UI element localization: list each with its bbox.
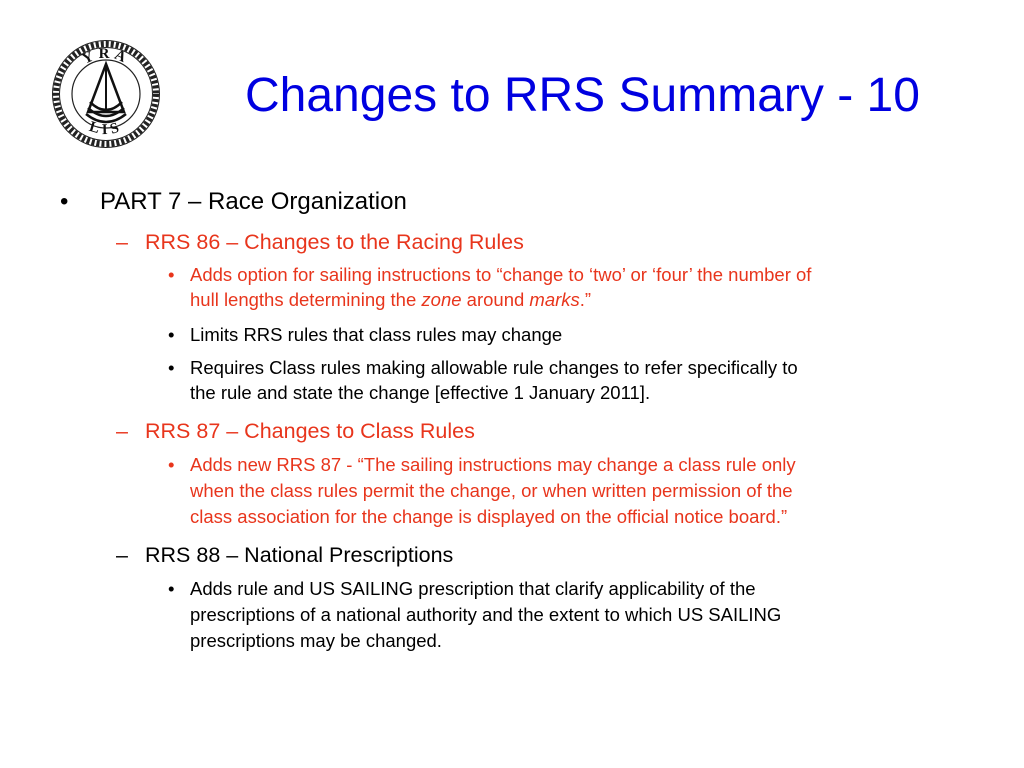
rrs88-item-a-line1: Adds rule and US SAILING prescription that clarify applicability of the xyxy=(190,578,756,599)
rrs88-dash: – xyxy=(116,543,128,567)
rrs87-heading: RRS 87 – Changes to Class Rules xyxy=(145,419,475,443)
rrs88-item-a-line3: prescriptions may be changed. xyxy=(190,630,442,651)
rrs86-item-a-line1: Adds option for sailing instructions to “change to ‘two’ or ‘four’ the number of xyxy=(190,264,812,285)
term-zone: zone xyxy=(421,289,462,310)
logo-bottom-text: LIS xyxy=(87,118,125,139)
rrs88-item-a-bullet: • xyxy=(168,578,175,599)
rrs86-item-c-line2: the rule and state the change [effective 1 January 2011]. xyxy=(190,382,651,403)
rrs88-heading: RRS 88 – National Prescriptions xyxy=(145,543,454,567)
rrs88-item-a-line2: prescriptions of a national authority and the extent to which US SAILING xyxy=(190,604,782,625)
part7-heading: PART 7 – Race Organization xyxy=(100,188,407,215)
rrs86-item-b-text: Limits RRS rules that class rules may change xyxy=(190,324,563,345)
rrs86-dash: – xyxy=(116,230,128,254)
term-marks: marks xyxy=(529,289,580,310)
rrs86-item-b-bullet: • xyxy=(168,324,175,345)
rrs86-item-a-line2 xyxy=(190,288,591,313)
slide-title: Changes to RRS Summary - 10 xyxy=(245,69,920,122)
rrs86-item-a-bullet: • xyxy=(168,264,175,285)
rrs87-item-a-line3: class association for the change is displayed on the official notice board.” xyxy=(190,506,788,527)
rrs87-item-a-line1: Adds new RRS 87 - “The sailing instructions may change a class rule only xyxy=(190,454,796,475)
rrs87-item-a-line2: when the class rules permit the change, or when written permission of the xyxy=(190,480,793,501)
rrs86-item-c-bullet: • xyxy=(168,357,175,378)
rrs87-dash: – xyxy=(116,419,128,443)
rrs86-item-a-line2-mid: around xyxy=(461,289,530,310)
rrs87-item-a-bullet: • xyxy=(168,454,175,475)
rrs86-heading: RRS 86 – Changes to the Racing Rules xyxy=(145,230,524,254)
rrs86-item-a-line2-end: .” xyxy=(579,289,592,310)
level1-bullet: • xyxy=(60,188,69,215)
rrs86-item-a-line2-before: hull lengths determining the xyxy=(190,289,422,310)
rrs86-item-c-line1: Requires Class rules making allowable rule changes to refer specifically to xyxy=(190,357,798,378)
logo-top-text: YRA xyxy=(79,46,133,68)
